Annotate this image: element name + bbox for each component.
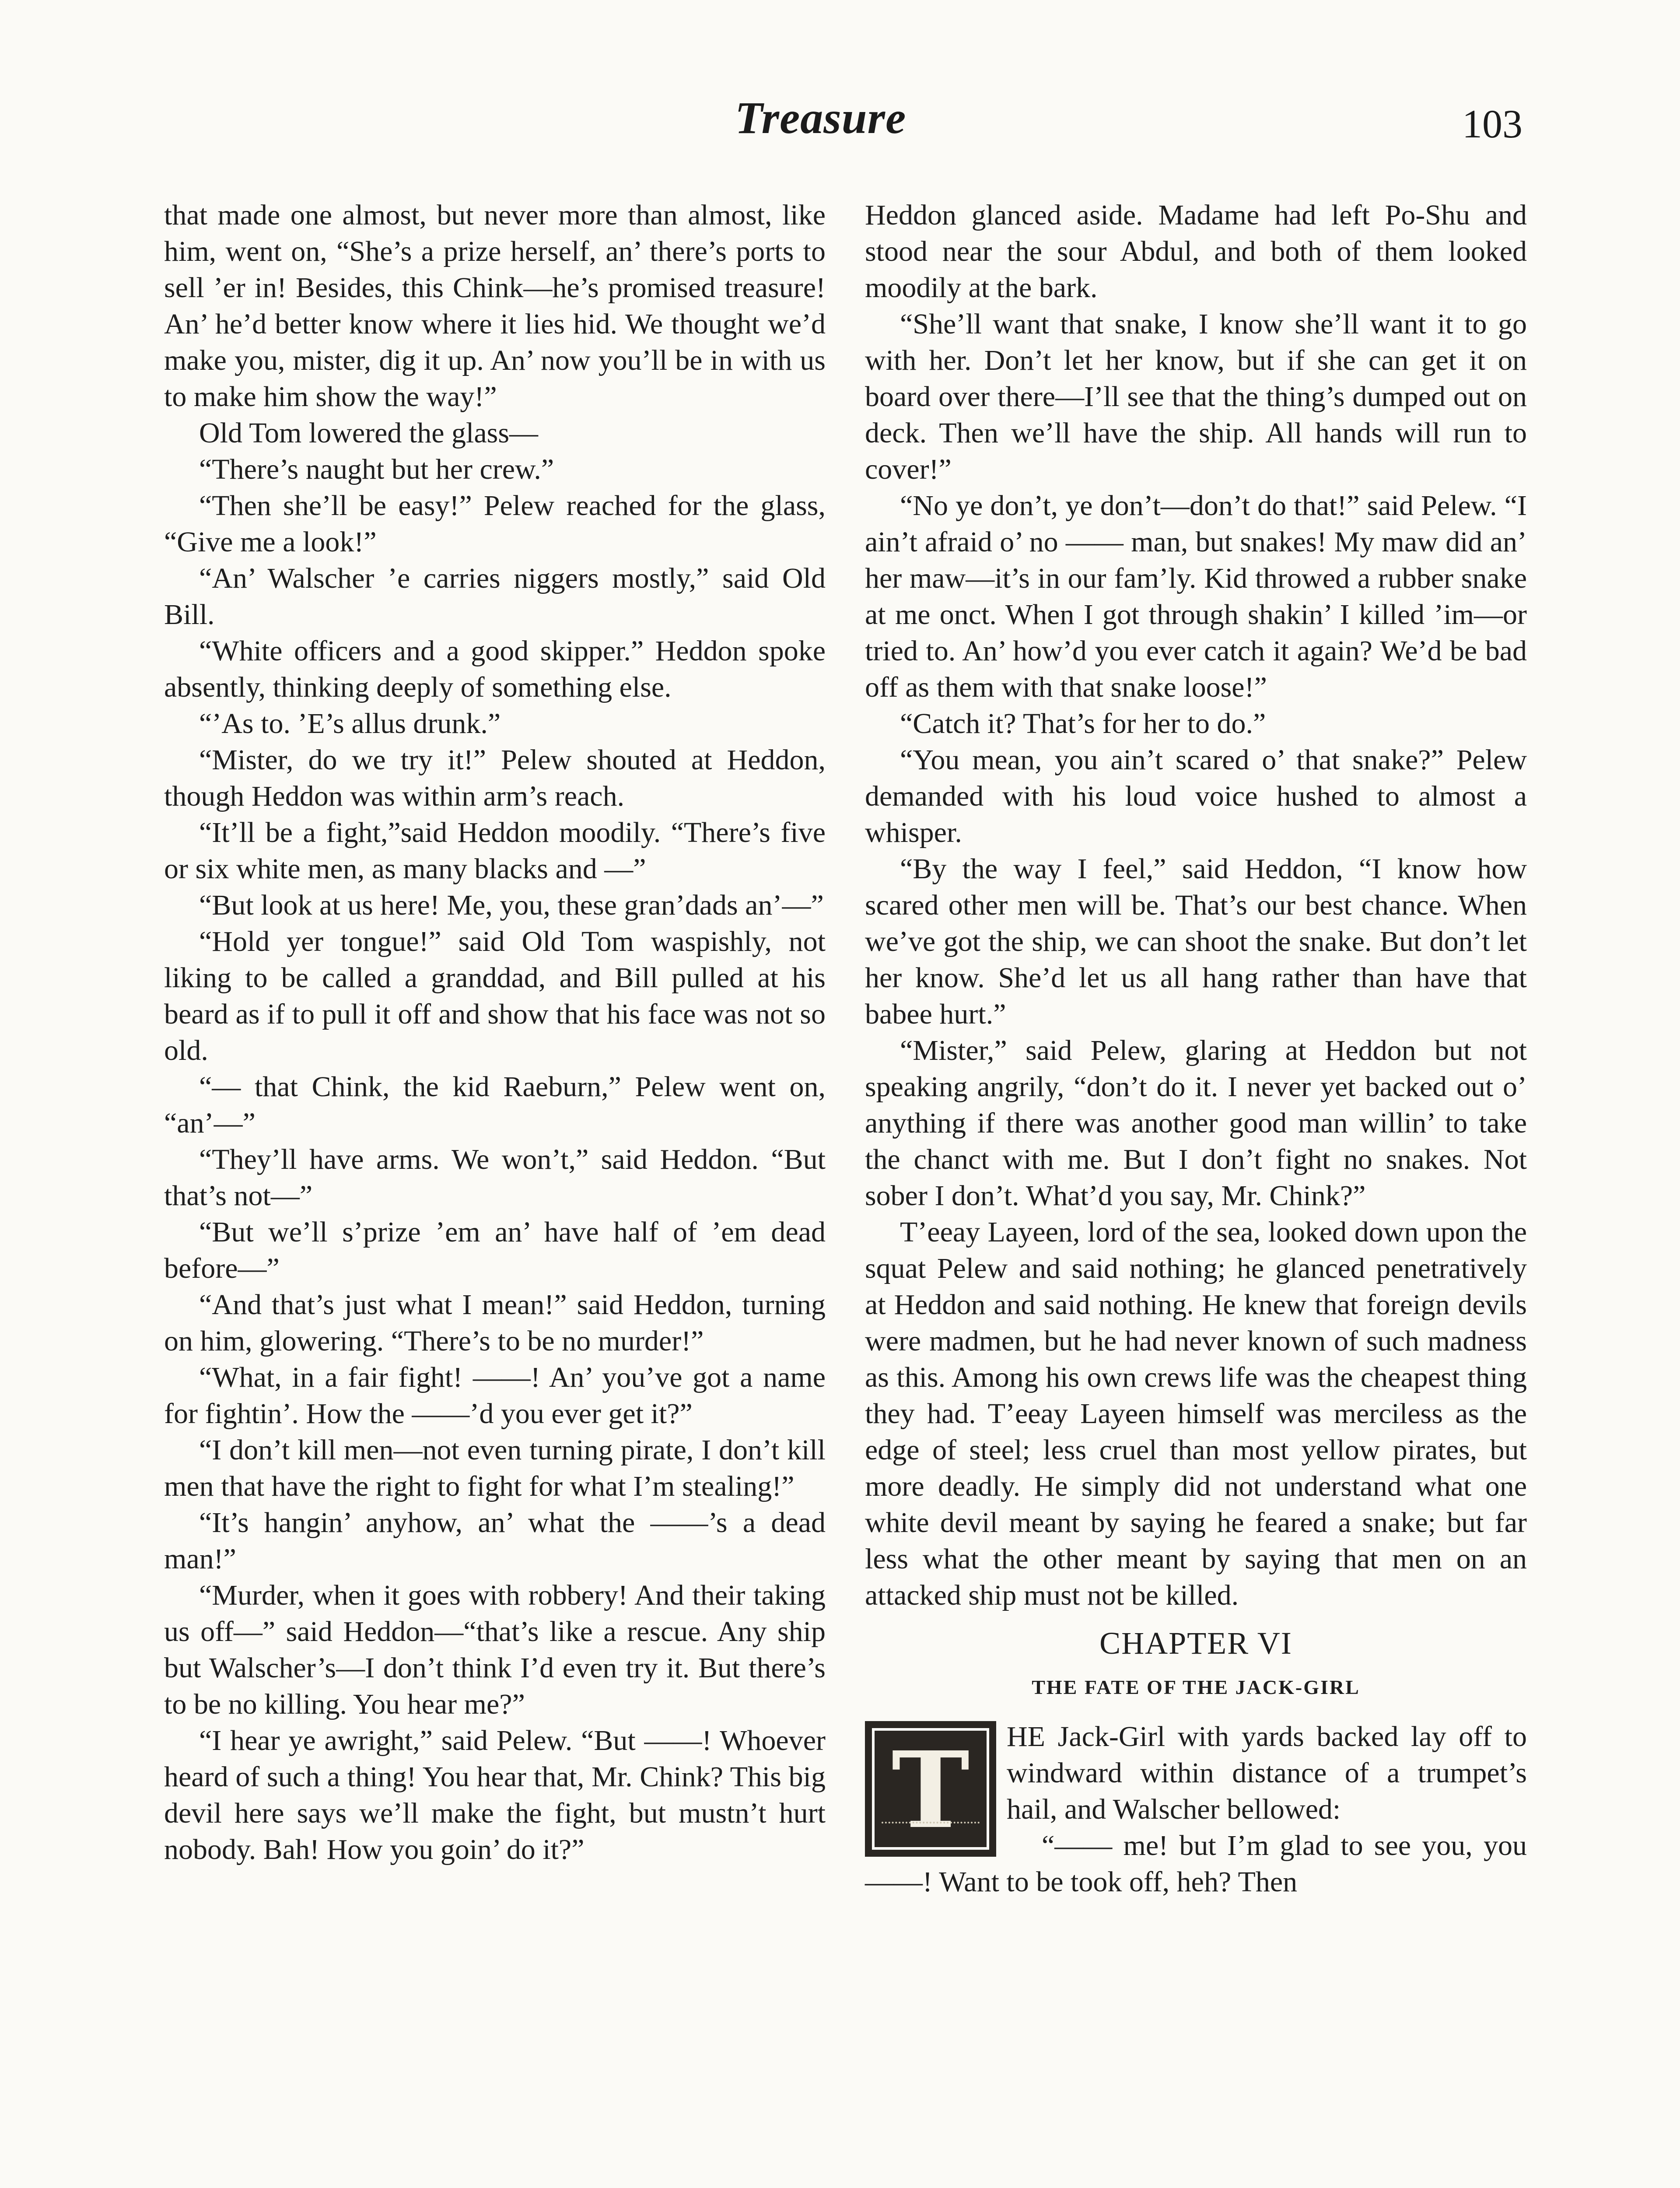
paragraph: “Mister, do we try it!” Pelew shouted at Heddon, though Heddon was within arm’s reach. [164,744,826,812]
right-column [865,197,1527,1900]
paragraph: “White officers and a good skipper.” Heddon spoke absently, thinking deeply of something else. [164,635,826,703]
left-column [164,197,826,1868]
chapter-title: THE FATE OF THE JACK-GIRL [1032,1676,1360,1698]
chapter-heading: CHAPTER VI [1099,1626,1292,1661]
paragraph: “It’ll be a fight,”said Heddon moodily. “There’s five or six white men, as many blacks and —” [164,817,826,885]
page-number: 103 [1462,102,1522,146]
paragraph: “Hold yer tongue!” said Old Tom waspishly, not liking to be called a granddad, and Bill pulled at his beard as if to pull it off and show that his face was not so old. [164,926,826,1066]
paragraph: “You mean, you ain’t scared o’ that snake?” Pelew demanded with his loud voice hushed to almost a whisper. [865,744,1527,849]
paragraph: “—— me! but I’m glad to see you, you ——! Want to be took off, heh? Then [865,1830,1527,1898]
paragraph: “But we’ll s’prize ’em an’ have half of ’em dead before—” [164,1216,826,1284]
paragraph: “What, in a fair fight! ——! An’ you’ve got a name for fightin’. How the ——’d you ever get it?” [164,1361,826,1430]
floral-ornament-icon [882,1822,980,1841]
paragraph: HE Jack-Girl with yards backed lay off to windward within distance of a trumpet’s hail, and Walscher bellowed: [1007,1721,1527,1825]
drop-cap-letter: T [891,1729,970,1852]
paragraph: T’eeay Layeen, lord of the sea, looked down upon the squat Pelew and said nothing; he glanced penetratively at Heddon and said nothing. He knew that foreign devils were madmen, but he had never known of such madness as this. Among his own crews life was the cheapest thing they had. T’eeay Layeen himself was merciless as the edge of steel; less cruel than most yellow pirates, but more deadly. He simply did not understand what one white devil meant by saying he feared a snake; but far less what the other meant by saying that men on an attacked ship must not be killed. [865,1216,1527,1611]
paragraph: “It’s hangin’ anyhow, an’ what the ——’s a dead man!” [164,1507,826,1575]
drop-cap-initial [865,1721,996,1857]
paragraph: “An’ Walscher ’e carries niggers mostly,” said Old Bill. [164,562,826,631]
paragraph: “Murder, when it goes with robbery! And their taking us off—” said Heddon—“that’s like a rescue. Any ship but Walscher’s—I don’t think I’d even try it. But there’s to be no killing. You hear me?” [164,1579,826,1720]
paragraph: “— that Chink, the kid Raeburn,” Pelew went on, “an’—” [164,1071,826,1139]
paragraph: “And that’s just what I mean!” said Heddon, turning on him, glowering. “There’s to be no murder!” [164,1289,826,1357]
paragraph: Old Tom lowered the glass— [199,417,539,449]
paragraph: that made one almost, but never more than almost, like him, went on, “She’s a prize herself, an’ there’s ports to sell ’er in! Besides, this Chink—he’s promised treasure! An’ he’d better know where it lies hid. We thought we’d make you, mister, dig it up. An’ now you’ll be in with us to make him show the way!” [164,199,826,413]
paragraph: “’As to. ’E’s allus drunk.” [199,708,501,740]
chapter-opening [865,1718,1527,1852]
paragraph: “Mister,” said Pelew, glaring at Heddon but not speaking angrily, “don’t do it. I never yet backed out o’ anything if there was another good man willin’ to take the chanct with me. But I don’t fight no snakes. Not sober I don’t. What’d you say, Mr. Chink?” [865,1034,1527,1212]
paragraph: “Then she’ll be easy!” Pelew reached for the glass, “Give me a look!” [164,490,826,558]
paragraph: “But look at us here! Me, you, these gran’dads an’—” [199,889,824,921]
paragraph: “She’ll want that snake, I know she’ll want it to go with her. Don’t let her know, but if she can get it on board over there—I’ll see that the thing’s dumped out on deck. Then we’ll have the ship. All hands will run to cover!” [865,308,1527,485]
running-title: Treasure [735,93,906,143]
paragraph: “I don’t kill men—not even turning pirate, I don’t kill men that have the right to fight for what I’m stealing!” [164,1434,826,1502]
paragraph: “They’ll have arms. We won’t,” said Heddon. “But that’s not—” [164,1143,826,1212]
paragraph: “I hear ye awright,” said Pelew. “But ——! Whoever heard of such a thing! You hear that, Mr. Chink? This big devil here says we’ll make the fight, but mustn’t hurt nobody. Bah! How you goin’ do it?” [164,1725,826,1865]
paragraph: “Catch it? That’s for her to do.” [900,708,1266,740]
paragraph: “There’s naught but her crew.” [199,453,554,485]
paragraph: “No ye don’t, ye don’t—don’t do that!” said Pelew. “I ain’t afraid o’ no —— man, but snakes! My maw did an’ her maw—it’s in our fam’ly. Kid throwed a rubber snake at me onct. When I got through shakin’ I killed ’im—or tried to. An’ how’d you ever catch it again? We’d be bad off as them with that snake loose!” [865,490,1527,703]
paragraph: Heddon glanced aside. Madame had left Po-Shu and stood near the sour Abdul, and both of them looked moodily at the bark. [865,199,1527,304]
paragraph: “By the way I feel,” said Heddon, “I know how scared other men will be. That’s our best chance. When we’ve got the ship, we can shoot the snake. But don’t let her know. She’d let us all hang rather than have that babee hurt.” [865,853,1527,1030]
